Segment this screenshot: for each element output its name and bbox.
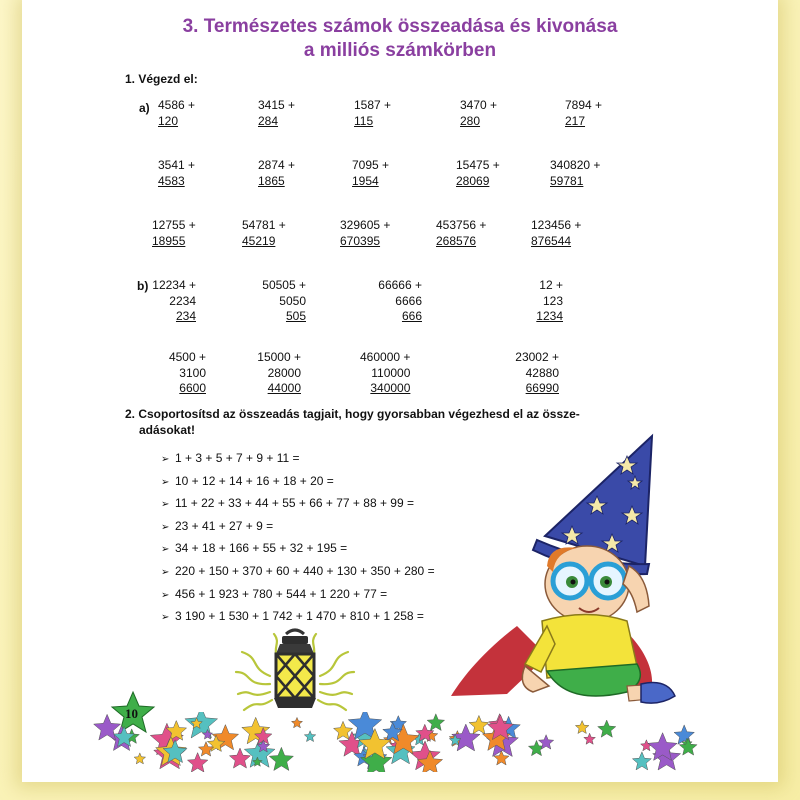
- page-number: 10: [125, 706, 138, 721]
- addend-bottom: 1954: [352, 173, 379, 188]
- addend-middle: 123: [542, 293, 563, 308]
- exercise-expression: 34 + 18 + 166 + 55 + 32 + 195 =: [175, 541, 348, 556]
- grouping-exercise-item: [161, 541, 347, 555]
- addend-bottom: 45219: [242, 233, 276, 248]
- addend-top: 50505 +: [262, 278, 306, 292]
- addend-middle: 2234: [169, 293, 196, 308]
- addend-bottom: 280: [460, 113, 481, 128]
- arrow-bullet-icon: ➢: [161, 499, 170, 511]
- addend-middle: 5050: [279, 293, 306, 308]
- page-title-line-1: 3. Természetes számok összeadása és kivonása: [182, 16, 618, 37]
- addend-top: 123456 +: [531, 218, 582, 232]
- grouping-exercise-item: [161, 474, 334, 488]
- exercise-expression: 3 190 + 1 530 + 1 742 + 1 470 + 810 + 1 258 =: [175, 609, 424, 624]
- addend-bottom: 340000: [370, 381, 411, 395]
- addition-problem-a-2-1: [158, 158, 195, 189]
- addend-top: 2874 +: [258, 158, 296, 172]
- star-shape: [632, 752, 651, 770]
- addend-top: 66666 +: [378, 278, 422, 292]
- addition-problem-a-3-5: [531, 218, 581, 249]
- addition-problem-a-3-1: [152, 218, 196, 249]
- addend-top: 15000 +: [257, 350, 301, 364]
- star-shape: [469, 715, 489, 734]
- part-a-label: a): [139, 101, 150, 115]
- star-shape: [134, 753, 146, 764]
- addition-problem-a-2-5: [550, 158, 600, 189]
- addend-bottom: 284: [258, 113, 279, 128]
- addend-top: 23002 +: [515, 350, 559, 364]
- grouping-exercise-item: [161, 451, 300, 465]
- arrow-bullet-icon: ➢: [161, 612, 170, 624]
- addend-bottom: 666: [401, 309, 422, 323]
- addend-bottom: 18955: [152, 233, 186, 248]
- addition-problem-b-2-3: [360, 350, 410, 397]
- addend-bottom: 1234: [536, 309, 563, 323]
- addend-bottom: 234: [175, 309, 196, 323]
- addend-top: 329605 +: [340, 218, 391, 232]
- addend-top: 4586 +: [158, 98, 196, 112]
- addend-bottom: 4583: [158, 173, 185, 188]
- star-shape: [598, 720, 616, 737]
- addend-middle: 28000: [267, 365, 301, 380]
- wizard-boy-illustration: [437, 416, 697, 716]
- grouping-exercise-item: [161, 609, 424, 623]
- grouping-exercise-item: [161, 519, 273, 533]
- part-b-label: b): [137, 279, 149, 293]
- star-shape: [187, 753, 208, 772]
- addend-bottom: 120: [158, 113, 179, 128]
- exercise-2-heading-line-2: adásokat!: [139, 423, 196, 437]
- addition-problem-b-1-1: [152, 278, 196, 325]
- addend-top: 12234 +: [152, 278, 196, 292]
- star-shape: [304, 731, 316, 742]
- addend-bottom: 505: [285, 309, 306, 323]
- addend-bottom: 44000: [267, 381, 301, 395]
- addition-problem-a-3-3: [340, 218, 390, 249]
- addition-problem-a-3-2: [242, 218, 286, 249]
- addend-top: 3541 +: [158, 158, 196, 172]
- addend-top: 4500 +: [168, 350, 206, 364]
- star-shape: [292, 717, 303, 727]
- exercise-expression: 220 + 150 + 370 + 60 + 440 + 130 + 350 + 280 =: [175, 564, 435, 578]
- exercise-expression: 1 + 3 + 5 + 7 + 9 + 11 =: [175, 451, 300, 465]
- star-shape: [575, 721, 589, 734]
- addition-problem-b-2-2: [253, 350, 301, 397]
- addend-bottom: 217: [565, 113, 586, 128]
- grouping-exercise-item: [161, 496, 414, 510]
- addend-bottom: 876544: [531, 233, 572, 248]
- stars-decoration: [82, 712, 722, 772]
- exercise-expression: 10 + 12 + 14 + 16 + 18 + 20 =: [175, 473, 334, 488]
- addend-top: 54781 +: [242, 218, 286, 232]
- addition-problem-a-1-5: [565, 98, 602, 129]
- addend-bottom: 268576: [436, 233, 477, 248]
- addition-problem-b-2-4: [511, 350, 559, 397]
- addend-bottom: 59781: [550, 173, 584, 188]
- exercise-1-heading: 1. Végezd el:: [125, 72, 198, 86]
- exercise-expression: 23 + 41 + 27 + 9 =: [175, 518, 274, 533]
- page-title-line-2: a milliós számkörben: [303, 40, 497, 61]
- arrow-bullet-icon: ➢: [161, 454, 170, 465]
- grouping-exercise-item: [161, 587, 387, 601]
- addend-top: 7095 +: [352, 158, 390, 172]
- addition-problem-a-1-3: [354, 98, 391, 129]
- exercise-expression: 11 + 22 + 33 + 44 + 55 + 66 + 77 + 88 + 99 =: [175, 496, 414, 511]
- addend-bottom: 670395: [340, 233, 381, 248]
- exercise-expression: 456 + 1 923 + 780 + 544 + 1 220 + 77 =: [175, 586, 388, 601]
- addition-problem-b-2-1: [158, 350, 206, 397]
- addend-bottom: 28069: [456, 173, 490, 188]
- lantern-illustration: [230, 628, 360, 718]
- star-shape: [584, 733, 596, 744]
- addition-problem-a-2-2: [258, 158, 295, 189]
- addition-problem-b-1-3: [374, 278, 422, 325]
- addition-problem-a-2-3: [352, 158, 389, 189]
- addend-bottom: 66990: [525, 381, 559, 395]
- addend-middle: 6666: [395, 293, 422, 308]
- star-shape: [674, 725, 694, 744]
- addend-middle: 3100: [179, 365, 206, 380]
- exercise-2-heading-line-1: 2. Csoportosítsd az összeadás tagjait, hogy gyorsabban végezhesd el az össze-: [125, 407, 580, 421]
- addend-top: 340820 +: [550, 158, 601, 172]
- addend-top: 3415 +: [258, 98, 296, 112]
- addend-middle: 110000: [371, 365, 411, 380]
- addend-top: 7894 +: [565, 98, 603, 112]
- arrow-bullet-icon: ➢: [161, 521, 170, 533]
- addend-top: 460000 +: [360, 350, 411, 364]
- addend-top: 3470 +: [460, 98, 498, 112]
- addend-top: 12755 +: [152, 218, 196, 232]
- arrow-bullet-icon: ➢: [161, 567, 170, 578]
- arrow-bullet-icon: ➢: [161, 544, 170, 556]
- arrow-bullet-icon: ➢: [161, 589, 170, 601]
- addition-problem-a-3-4: [436, 218, 486, 249]
- addend-bottom: 6600: [179, 381, 206, 395]
- addend-top: 12 +: [539, 278, 563, 292]
- addend-middle: 42880: [525, 365, 559, 380]
- addend-top: 453756 +: [436, 218, 487, 232]
- worksheet-page: [22, 0, 778, 782]
- addend-bottom: 115: [354, 113, 374, 128]
- addend-top: 1587 +: [354, 98, 392, 112]
- addition-problem-b-1-4: [515, 278, 563, 325]
- addition-problem-a-1-2: [258, 98, 295, 129]
- addition-problem-a-2-4: [456, 158, 500, 189]
- addition-problem-a-1-4: [460, 98, 497, 129]
- star-shape: [427, 714, 445, 731]
- addend-bottom: 1865: [258, 173, 285, 188]
- grouping-exercise-item: [161, 564, 435, 578]
- addition-problem-b-1-2: [258, 278, 306, 325]
- addition-problem-a-1-1: [158, 98, 195, 129]
- addend-top: 15475 +: [456, 158, 500, 172]
- arrow-bullet-icon: ➢: [161, 476, 170, 488]
